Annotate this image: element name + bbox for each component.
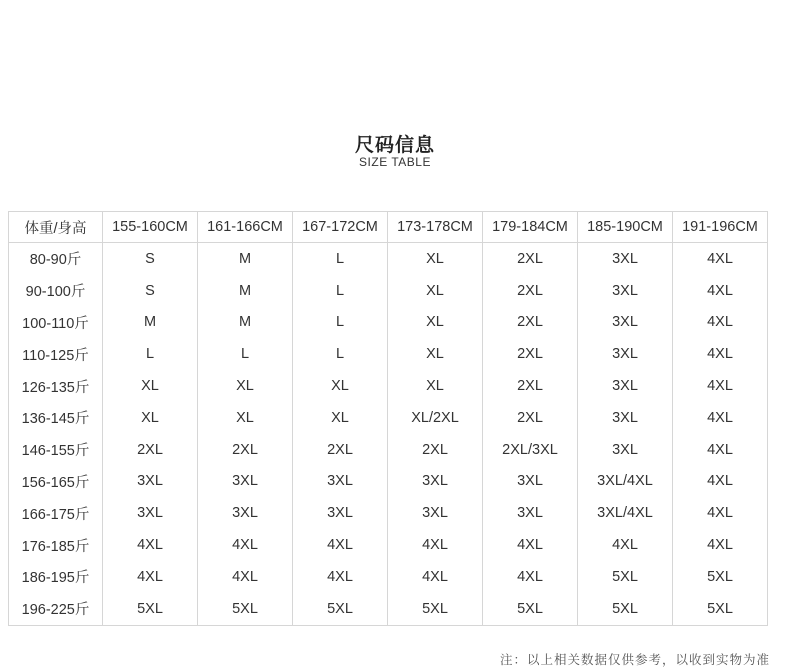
size-cell: 3XL	[198, 466, 293, 498]
size-cell: XL	[388, 338, 483, 370]
size-cell: 5XL	[483, 593, 578, 625]
table-row	[9, 466, 768, 498]
size-cell: L	[103, 338, 198, 370]
weight-range-cell: 126-135斤	[9, 370, 103, 402]
header-cell-height-range: 191-196CM	[673, 212, 768, 243]
size-cell: 3XL	[578, 307, 673, 339]
weight-range-cell: 176-185斤	[9, 529, 103, 561]
size-cell: 3XL	[293, 497, 388, 529]
page-subtitle: SIZE TABLE	[359, 155, 431, 169]
size-cell: L	[293, 275, 388, 307]
weight-range-cell: 166-175斤	[9, 497, 103, 529]
size-cell: 3XL	[388, 497, 483, 529]
weight-range-cell: 196-225斤	[9, 593, 103, 625]
weight-range-cell: 100-110斤	[9, 307, 103, 339]
table-row	[9, 307, 768, 339]
size-cell: 4XL	[673, 338, 768, 370]
size-cell: 4XL	[673, 402, 768, 434]
size-cell: 3XL	[103, 497, 198, 529]
table-row	[9, 275, 768, 307]
size-cell: XL	[388, 307, 483, 339]
size-cell: 4XL	[673, 275, 768, 307]
size-cell: 4XL	[483, 561, 578, 593]
size-cell: 3XL	[578, 402, 673, 434]
size-cell: 4XL	[293, 529, 388, 561]
size-cell: XL	[198, 370, 293, 402]
header-cell-height-range: 173-178CM	[388, 212, 483, 243]
header-cell-height-range: 179-184CM	[483, 212, 578, 243]
size-cell: 2XL	[103, 434, 198, 466]
size-cell: 4XL	[198, 561, 293, 593]
size-cell: 3XL	[578, 370, 673, 402]
weight-range-cell: 110-125斤	[9, 338, 103, 370]
size-cell: 2XL	[483, 370, 578, 402]
header-cell-height-range: 161-166CM	[198, 212, 293, 243]
size-cell: 2XL	[483, 307, 578, 339]
size-cell: 4XL	[103, 529, 198, 561]
size-cell: 4XL	[388, 561, 483, 593]
size-cell: 5XL	[673, 593, 768, 625]
size-cell: S	[103, 275, 198, 307]
size-table	[8, 211, 768, 626]
size-table-header	[9, 212, 768, 243]
size-cell: 3XL	[483, 466, 578, 498]
size-cell: M	[198, 275, 293, 307]
size-cell: 3XL	[483, 497, 578, 529]
weight-range-cell: 186-195斤	[9, 561, 103, 593]
size-cell: 2XL/3XL	[483, 434, 578, 466]
size-cell: 5XL	[293, 593, 388, 625]
table-row	[9, 497, 768, 529]
weight-range-cell: 136-145斤	[9, 402, 103, 434]
size-cell: 5XL	[388, 593, 483, 625]
size-cell: 2XL	[483, 402, 578, 434]
size-cell: 4XL	[673, 370, 768, 402]
size-cell: 4XL	[673, 529, 768, 561]
size-cell: 2XL	[388, 434, 483, 466]
table-row	[9, 434, 768, 466]
size-cell: 3XL/4XL	[578, 497, 673, 529]
size-cell: 4XL	[673, 497, 768, 529]
size-cell: S	[103, 243, 198, 275]
size-cell: XL/2XL	[388, 402, 483, 434]
size-cell: 4XL	[103, 561, 198, 593]
size-cell: 4XL	[198, 529, 293, 561]
weight-range-cell: 90-100斤	[9, 275, 103, 307]
size-cell: 2XL	[293, 434, 388, 466]
size-cell: 2XL	[483, 338, 578, 370]
size-cell: 4XL	[673, 243, 768, 275]
size-cell: 3XL/4XL	[578, 466, 673, 498]
table-row	[9, 402, 768, 434]
size-cell: XL	[103, 402, 198, 434]
size-cell: 3XL	[578, 338, 673, 370]
size-cell: 3XL	[578, 243, 673, 275]
size-cell: 5XL	[103, 593, 198, 625]
size-cell: 2XL	[198, 434, 293, 466]
size-cell: L	[198, 338, 293, 370]
table-row	[9, 561, 768, 593]
size-cell: XL	[388, 275, 483, 307]
size-table-body	[9, 243, 768, 626]
size-cell: 2XL	[483, 275, 578, 307]
size-cell: 4XL	[673, 466, 768, 498]
table-row	[9, 593, 768, 625]
size-cell: 3XL	[103, 466, 198, 498]
size-cell: XL	[388, 370, 483, 402]
size-cell: 4XL	[578, 529, 673, 561]
size-cell: 4XL	[483, 529, 578, 561]
size-cell: L	[293, 243, 388, 275]
header-cell-weight-height: 体重/身高	[9, 212, 103, 243]
size-cell: M	[198, 243, 293, 275]
size-cell: 4XL	[673, 434, 768, 466]
table-row	[9, 338, 768, 370]
page-title: 尺码信息	[354, 134, 435, 156]
size-cell: 3XL	[578, 434, 673, 466]
size-cell: XL	[293, 370, 388, 402]
size-cell: 5XL	[578, 561, 673, 593]
size-cell: XL	[388, 243, 483, 275]
table-row	[9, 529, 768, 561]
size-cell: 4XL	[673, 307, 768, 339]
table-row	[9, 243, 768, 275]
size-cell: 3XL	[293, 466, 388, 498]
size-cell: M	[198, 307, 293, 339]
size-cell: 5XL	[198, 593, 293, 625]
size-cell: L	[293, 307, 388, 339]
size-cell: XL	[103, 370, 198, 402]
header-cell-height-range: 185-190CM	[578, 212, 673, 243]
size-cell: 4XL	[293, 561, 388, 593]
size-cell: 3XL	[578, 275, 673, 307]
size-cell: 4XL	[388, 529, 483, 561]
size-cell: XL	[293, 402, 388, 434]
weight-range-cell: 156-165斤	[9, 466, 103, 498]
header-cell-height-range: 155-160CM	[103, 212, 198, 243]
size-cell: 3XL	[388, 466, 483, 498]
size-cell: M	[103, 307, 198, 339]
header-cell-height-range: 167-172CM	[293, 212, 388, 243]
table-row	[9, 370, 768, 402]
size-cell: 3XL	[198, 497, 293, 529]
size-cell: L	[293, 338, 388, 370]
disclaimer-note: 注：以上相关数据仅供参考，以收到实物为准	[499, 652, 770, 667]
header-row	[9, 212, 768, 243]
size-cell: 2XL	[483, 243, 578, 275]
size-cell: 5XL	[673, 561, 768, 593]
size-cell: XL	[198, 402, 293, 434]
weight-range-cell: 80-90斤	[9, 243, 103, 275]
size-cell: 5XL	[578, 593, 673, 625]
weight-range-cell: 146-155斤	[9, 434, 103, 466]
